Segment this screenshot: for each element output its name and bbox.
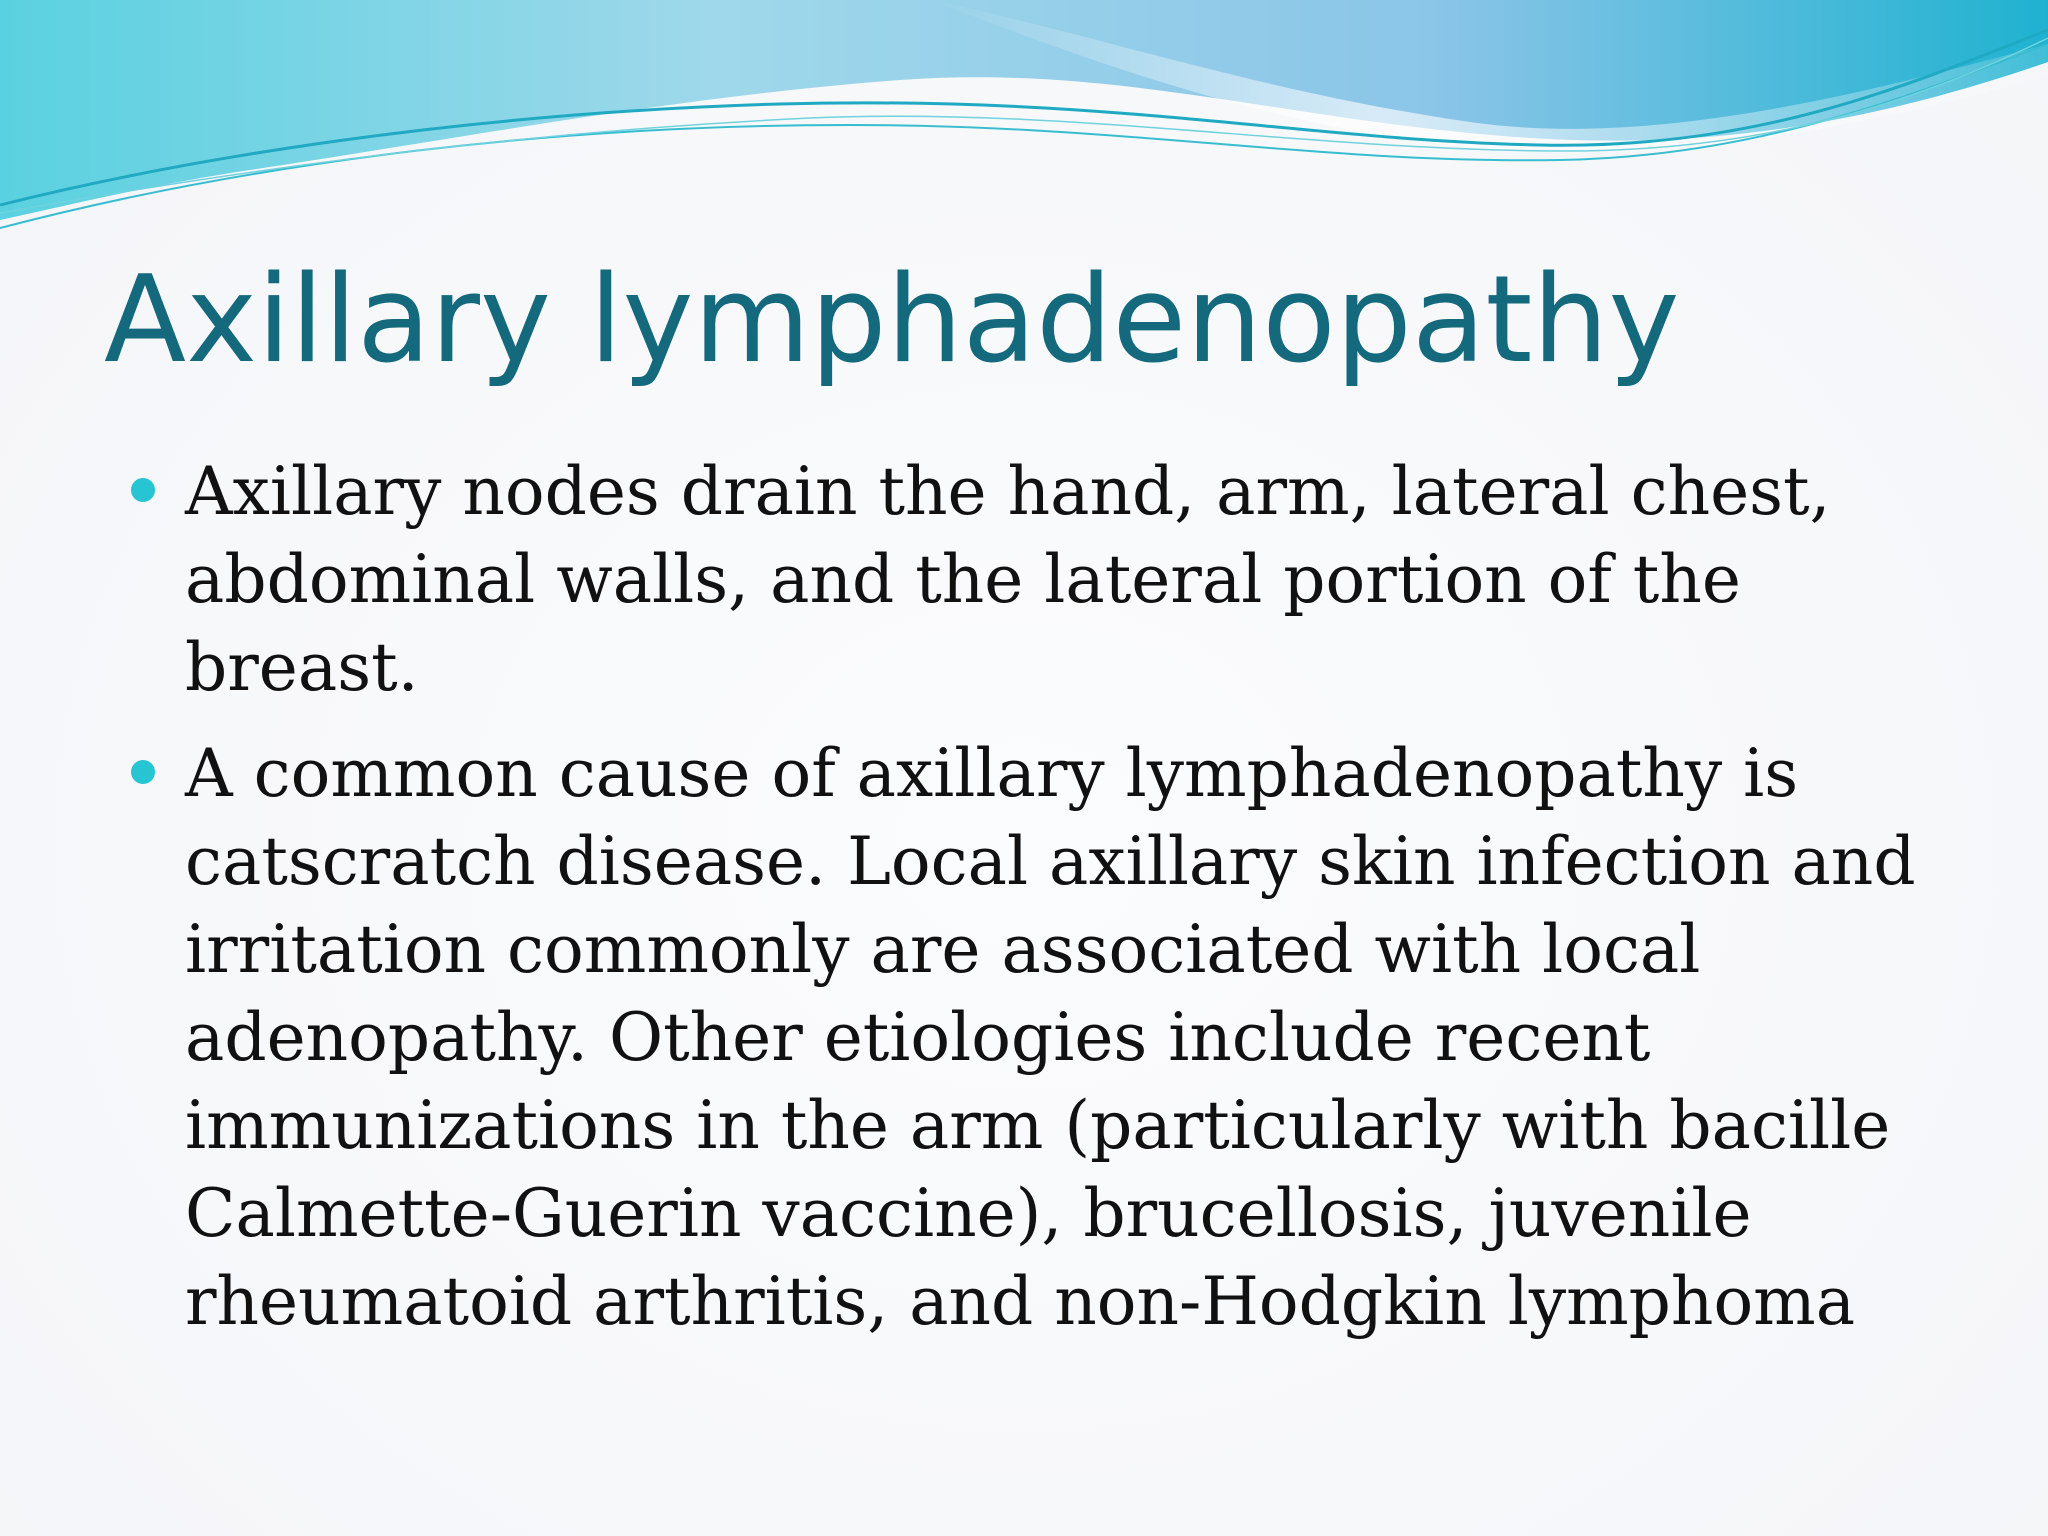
header-wave-decoration (0, 0, 2048, 240)
bullet-item (130, 448, 1980, 712)
slide-title: Axillary lymphadenopathy (104, 251, 1680, 390)
bullet-dot-icon (131, 478, 155, 502)
bullet-item (130, 730, 1980, 1346)
bullet-text: Axillary nodes drain the hand, arm, lateral chest, abdominal walls, and the lateral portion of the breast. (185, 453, 1831, 706)
bullet-list (130, 448, 1980, 1364)
bullet-dot-icon (131, 760, 155, 784)
bullet-text: A common cause of axillary lymphadenopathy is catscratch disease. Local axillary skin infection and irritation commonly are associated with local adenopathy. Other etiologies include recent immunizations in the arm (particularly with bacille Calmette-Guerin vaccine), brucellosis, juvenile rheumatoid arthritis, and non-Hodgkin lymphoma (185, 735, 1916, 1340)
